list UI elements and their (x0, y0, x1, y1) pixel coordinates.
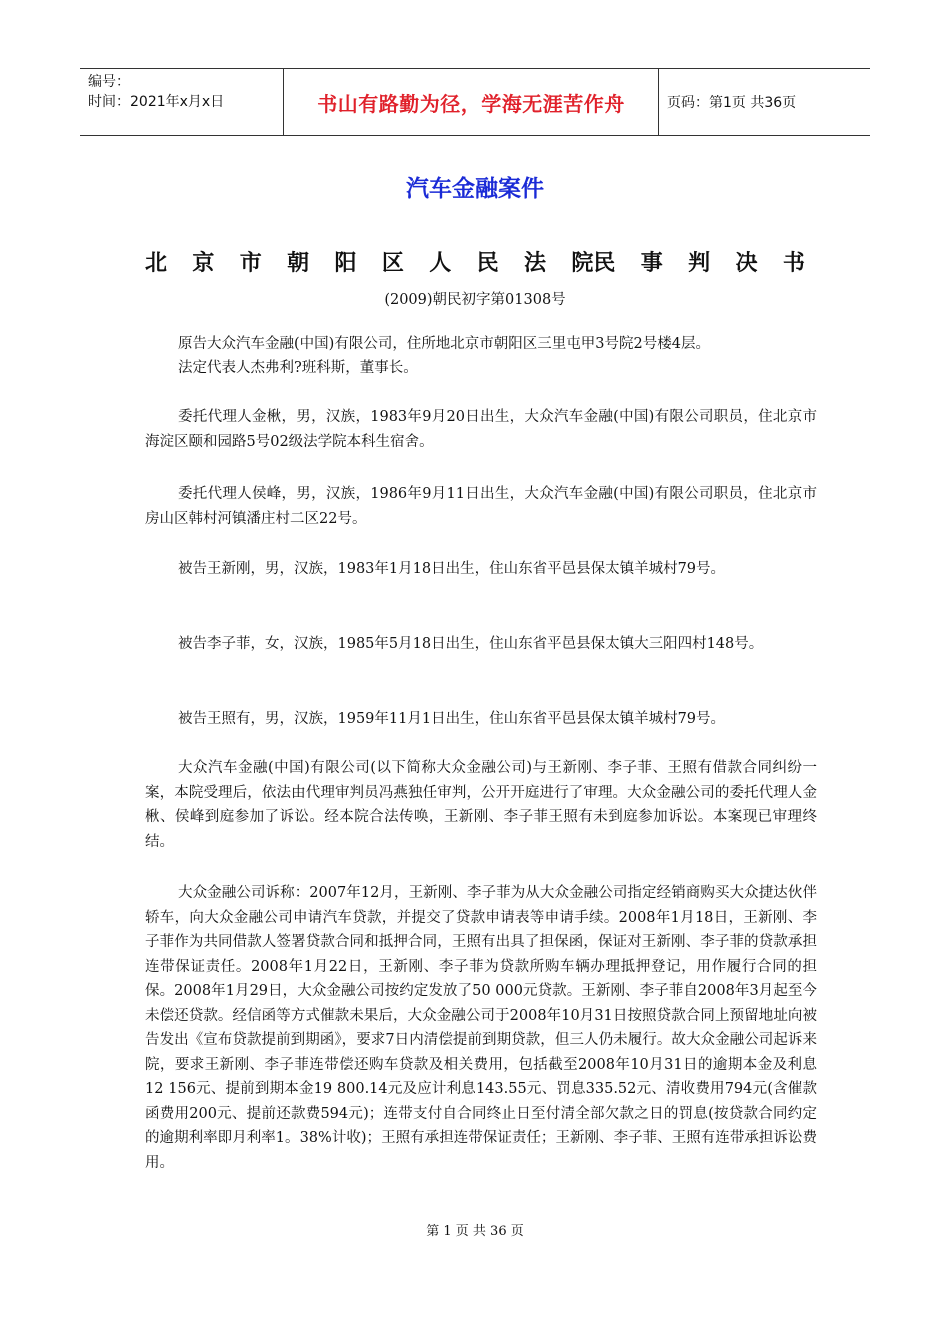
plaintiff-paragraph: 原告大众汽车金融(中国)有限公司，住所地北京市朝阳区三里屯甲3号院2号楼4层。 (178, 336, 710, 352)
case-number: (2009)朝民初字第01308号 (384, 292, 566, 308)
court-title-char: 北 (145, 251, 168, 276)
court-title-char: 书 (782, 251, 805, 276)
claim-paragraph: 大众金融公司诉称：2007年12月，王新刚、李子菲为从大众金融公司指定经销商购买大众捷达伙伴轿车，向大众金融公司申请汽车贷款，并提交了贷款申请表等申请手续。2008年1月18日，王新刚、李子菲作为共同借款人签署贷款合同和抵押合同，王照有出具了担保函，保证对王新刚、李子菲的贷款承担连带保证责任。2008年1月22日，王新刚、李子菲为贷款所购车辆办理抵押登记，用作履行合同的担保。2008年1月29日，大众金融公司按约定发放了50 000元贷款。王新刚、李子菲自2008年3月起至今未偿还贷款。经信函等方式催款未果后，大众金融公司于2008年10月31日按照贷款合同上预留地址向被告发出《宣布贷款提前到期函》，要求7日内清偿提前到期贷款，但三人仍未履行。故大众金融公司起诉来院，要求王新刚、李子菲连带偿还购车贷款及相关费用，包括截至2008年10月31日的逾期本金及利息12 156元、提前到期本金19 800.14元及应计利息143.55元、罚息335.52元、清收费用794元(含催款函费用200元、提前还款费594元)；连带支付自合同终止日至付清全部欠款之日的罚息(按贷款合同约定的逾期利率即月利率1。38%计收)；王照有承担连带保证责任；王新刚、李子菲、王照有连带承担诉讼费用。 (145, 885, 817, 1171)
page-footer: 第 1 页 共 36 页 (426, 1224, 524, 1239)
header-motto: 书山有路勤为径，学海无涯苦作舟 (283, 69, 659, 135)
case-intro-paragraph: 大众汽车金融(中国)有限公司(以下简称大众金融公司)与王新刚、李子菲、王照有借款合同纠纷一案，本院受理后，依法由代理审判员冯燕独任审判，公开开庭进行了审理。大众金融公司的委托代理人金楸、侯峰到庭参加了诉讼。经本院合法传唤，王新刚、李子菲王照有未到庭参加诉讼。本案现已审理终结。 (145, 760, 817, 850)
agent-paragraph: 委托代理人金楸，男，汉族，1983年9月20日出生，大众汽车金融(中国)有限公司职员，住北京市海淀区颐和园路5号02级法学院本科生宿舍。 (145, 409, 817, 450)
court-title (145, 246, 805, 277)
court-title-char: 民 (476, 251, 499, 276)
time-label: 时间：2021年x月x日 (88, 94, 225, 110)
court-title-char: 决 (735, 251, 758, 276)
court-title-char: 市 (239, 251, 262, 276)
court-title-char: 阳 (334, 251, 357, 276)
header-meta (80, 69, 283, 135)
court-title-char: 判 (688, 251, 711, 276)
court-title-char: 朝 (287, 251, 310, 276)
agent-paragraph: 委托代理人侯峰，男，汉族，1986年9月11日出生，大众汽车金融(中国)有限公司职员，住北京市房山区韩村河镇潘庄村二区22号。 (145, 486, 817, 527)
court-title-char: 京 (192, 251, 215, 276)
court-title-char: 区 (381, 251, 404, 276)
court-title-char: 法 (524, 251, 547, 276)
court-title-char: 院民 (571, 251, 616, 276)
page-header (80, 68, 870, 136)
court-title-char: 事 (640, 251, 663, 276)
defendant-paragraph: 被告李子菲，女，汉族，1985年5月18日出生，住山东省平邑县保太镇大三阳四村148号。 (178, 636, 764, 652)
legal-representative-paragraph: 法定代表人杰弗利?班科斯，董事长。 (178, 360, 418, 376)
header-page-info: 页码：第1页 共36页 (667, 95, 797, 111)
number-label: 编号： (88, 74, 130, 90)
defendant-paragraph: 被告王新刚，男，汉族，1983年1月18日出生，住山东省平邑县保太镇羊城村79号。 (178, 561, 726, 577)
defendant-paragraph: 被告王照有，男，汉族，1959年11月1日出生，住山东省平邑县保太镇羊城村79号。 (178, 711, 726, 727)
document-title: 汽车金融案件 (406, 176, 544, 202)
court-title-char: 人 (429, 251, 452, 276)
